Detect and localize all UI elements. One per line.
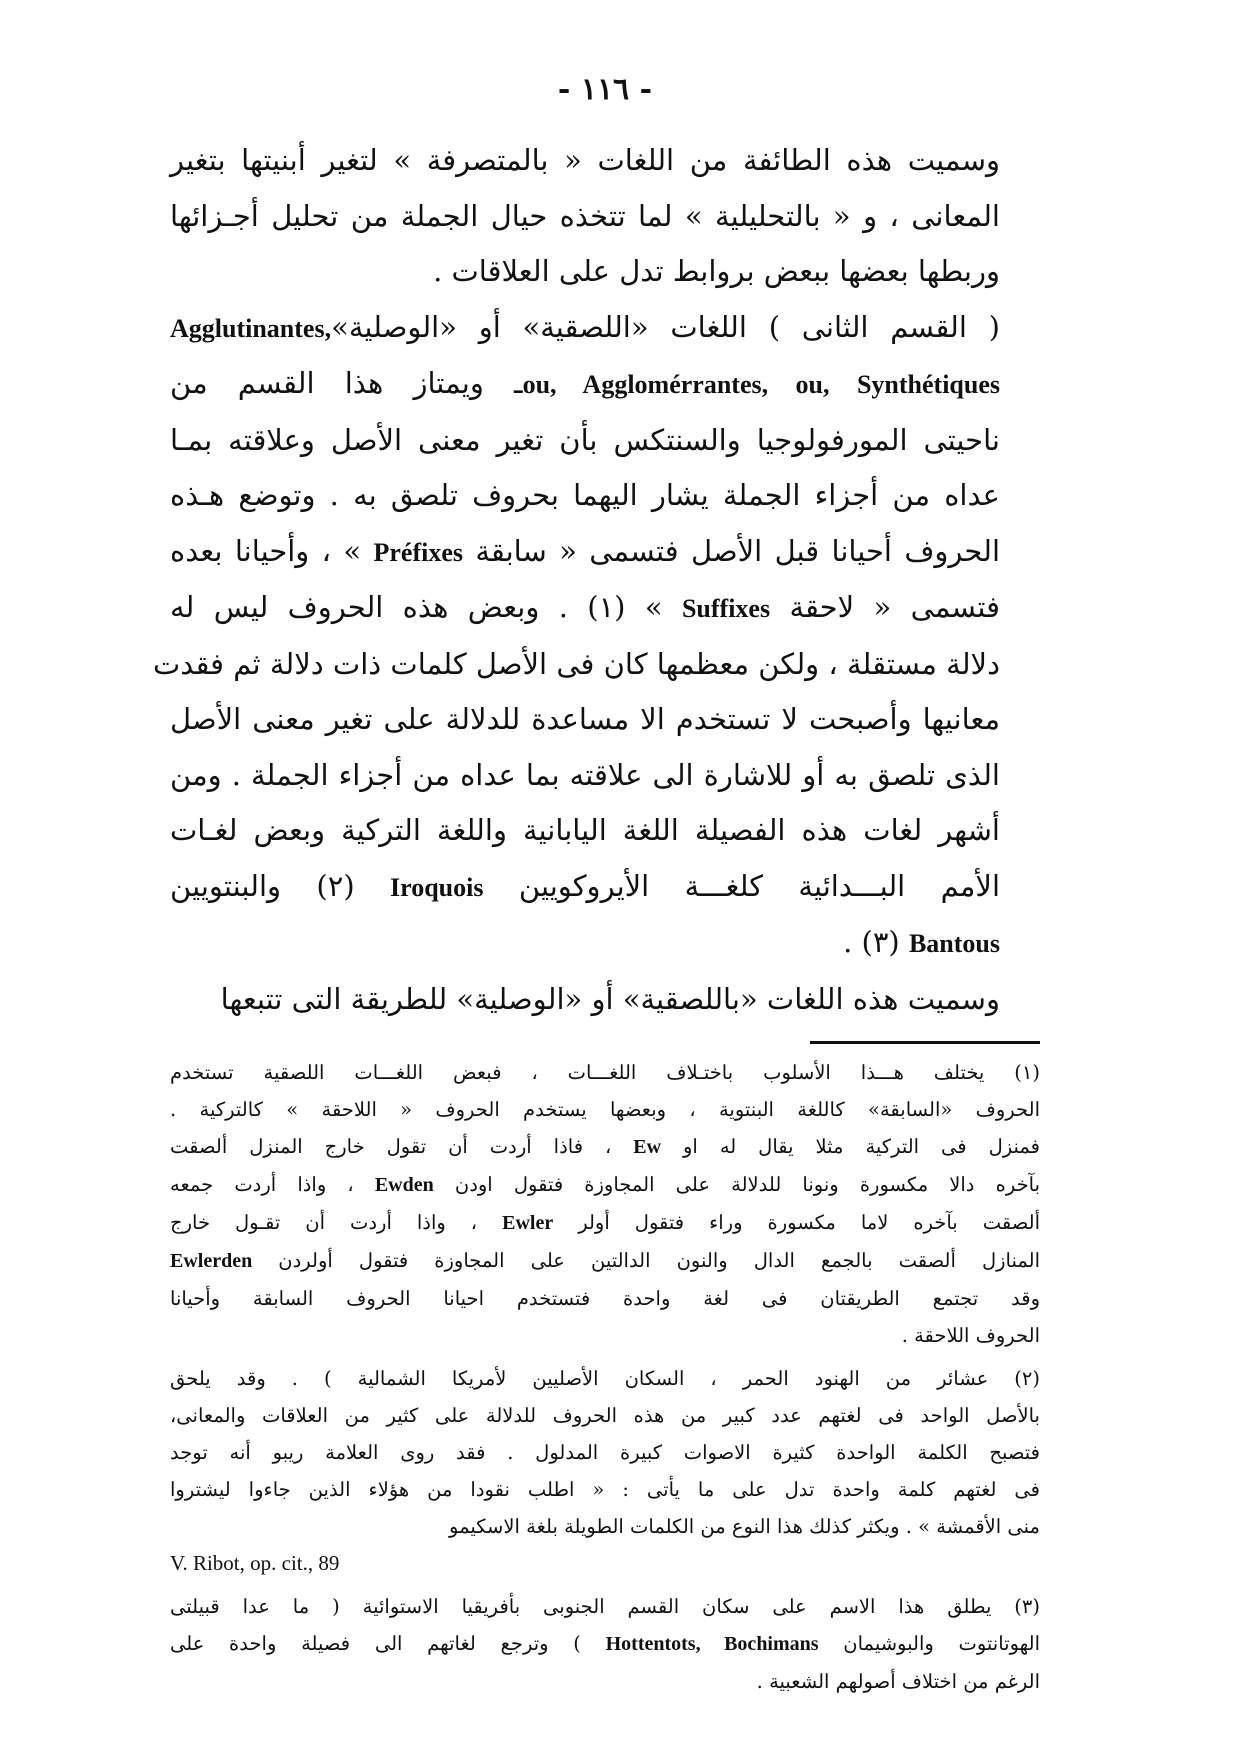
text-span: فمنزل فى التركية مثلا يقال له او: [683, 1135, 1040, 1158]
latin-term: Hottentots, Bochimans: [605, 1633, 819, 1655]
note-line: فتصبح الكلمة الواحدة كثيرة الاصوات كبيرة المدلول . فقد روى العلامة ريبو أنه توجد: [170, 1441, 1040, 1464]
note-line: (٣) يطلق هذا الاسم على سكان القسم الجنوبى بأفريقيا الاستوائية ( ما عدا قبيلتى: [170, 1595, 1040, 1618]
text-line: [170, 580, 1040, 637]
latin-term: Ewlerden: [170, 1250, 253, 1272]
text-line: معانيها وأصبحت لا تستخدم الا مساعدة للدلالة على تغير معنى الأصل: [170, 702, 1000, 736]
latin-term: Agglutinantes,: [170, 313, 332, 343]
note-line: الحروف اللاحقة .: [901, 1324, 1040, 1347]
latin-term: Iroquois: [390, 872, 484, 902]
latin-term: Ewden: [374, 1174, 434, 1196]
footnote-3: [170, 1588, 1040, 1700]
note-line: الرغم من اختلاف أصولهم الشعبية .: [756, 1670, 1040, 1693]
paragraph-3: [170, 972, 1040, 1028]
note-line: الحروف «السابقة» كاللغة البنتوية ، وبعضها يستخدم الحروف « اللاحقة » كالتركية .: [170, 1098, 1040, 1121]
text-line: أشهر لغات هذه الفصيلة اللغة اليابانية واللغة التركية وبعض لغـات: [170, 813, 1000, 847]
text-line: وربطها بعضها ببعض بروابط تدل على العلاقات .: [433, 254, 1000, 288]
footnotes: [170, 1054, 1040, 1700]
paragraph-2: [152, 300, 1040, 972]
latin-term: Bantous: [908, 929, 1000, 958]
note-line: [170, 1242, 1040, 1280]
text-line: [170, 300, 1040, 357]
latin-term: Ewler: [502, 1212, 554, 1234]
text-line: [170, 524, 1040, 581]
text-line: عداه من أجزاء الجملة يشار اليهما بحروف تلصق به . وتوضع هـذه: [170, 478, 1000, 512]
note-line: وقد تجتمع الطريقتان فى لغة واحدة فتستخدم احيانا الحروف السابقة وأحيانا: [170, 1287, 1040, 1310]
text-span: فتسمى « لاحقة: [789, 590, 1000, 624]
page-number: - ١١٦ -: [557, 72, 653, 107]
text-span: ( القسم الثانى ) اللغات «اللصقية» أو «الوصلية»: [331, 309, 1000, 344]
text-line: [170, 859, 1040, 916]
latin-term: Préfixes: [373, 537, 464, 567]
text-span: ، واذا أردت أن تقـول خارج: [170, 1211, 478, 1234]
text-span: (٢) والبنتويين: [170, 868, 355, 903]
text-span: ، واذا أردت جمعه: [170, 1173, 354, 1196]
text-span: ، فاذا أردت أن تقول خارج المنزل ألصقت: [170, 1135, 612, 1158]
footnote-2: [170, 1360, 1040, 1582]
text-span: بآخره دالا مكسورة ونونا للدلالة على المجاوزة فتقول اودن: [454, 1173, 1041, 1196]
text-span: (٣) .: [843, 925, 900, 959]
text-span: ـ ويمتاز هذا القسم من: [170, 366, 523, 400]
footnote-1: [170, 1054, 1040, 1354]
text-line: الذى تلصق به أو للاشارة الى علاقته بما عداه من أجزاء الجملة . ومن: [170, 757, 1000, 792]
footnote-divider: [810, 1041, 1040, 1044]
note-line: بالأصل الواحد فى لغتهم عدد كبير من هذه الحروف للدلالة على كثير من العلاقات والمعانى،: [170, 1404, 1040, 1427]
text-span: ألصقت بآخره لاما مكسورة وراء فتقول أولر: [578, 1211, 1041, 1234]
text-span: الحروف أحيانا قبل الأصل فتسمى « سابقة: [475, 533, 1001, 568]
text-span: المنازل ألصقت بالجمع الدال والنون الدالتين على المجاوزة فتقول أولردن: [278, 1249, 1040, 1272]
latin-term: Ew: [633, 1136, 662, 1158]
note-line: [170, 1625, 1040, 1663]
text-line: ناحيتى المورفولوجيا والسنتكس بأن تغير معنى الأصل وعلاقته بمـا: [170, 422, 1000, 457]
latin-term: Suffixes: [681, 594, 771, 623]
text-line: [170, 356, 1040, 413]
note-line: [170, 1204, 1040, 1242]
text-span: الهوتانتوت والبوشيمان: [843, 1632, 1041, 1655]
text-span: » (١) . وبعض هذه الحروف ليس له: [170, 590, 663, 624]
text-line: وسميت هذه اللغات «باللصقية» أو «الوصلية» للطريقة التى تتبعها: [220, 981, 1000, 1016]
text-line: [170, 915, 1040, 972]
note-line: منى الأقمشة » . ويكثر كذلك هذا النوع من الكلمات الطويلة بلغة الاسكيمو: [449, 1515, 1040, 1538]
note-line: [170, 1166, 1040, 1204]
citation: V. Ribot, op. cit., 89: [170, 1551, 340, 1575]
text-line: دلالة مستقلة ، ولكن معظمها كان فى الأصل كلمات ذات دلالة ثم فقدت: [152, 646, 1000, 681]
note-line: (١) يختلف هـــذا الأسلوب باختـلاف اللغـــات ، فبعض اللغـــات اللصقية تستخدم: [170, 1061, 1040, 1084]
main-text: [152, 133, 1040, 1027]
paragraph-1: [170, 133, 1040, 300]
note-line: فى لغتهم كلمة واحدة تدل على ما يأتى : « اطلب نقودا من هؤلاء الذين جاءوا ليشتروا: [170, 1478, 1040, 1501]
text-span: ) وترجع لغاتهم الى فصيلة واحدة على: [170, 1632, 581, 1655]
note-line: [170, 1128, 1040, 1166]
text-span: الأمم البـــدائية كلغـــة الأيروكويين: [518, 868, 1001, 903]
text-line: المعانى ، و « بالتحليلية » لما تتخذه حيال الجملة من تحليل أجـزائها: [170, 198, 1000, 233]
note-line: (٢) عشائر من الهنود الحمر ، السكان الأصليين لأمريكا الشمالية ) . وقد يلحق: [170, 1367, 1040, 1390]
text-line: وسميت هذه الطائفة من اللغات « بالمتصرفة » لتغير أبنيتها بتغير: [170, 143, 1000, 177]
text-span: » ، وأحيانا بعده: [170, 533, 362, 568]
latin-term: ou, Agglomérrantes, ou, Synthétiques: [522, 370, 1001, 399]
